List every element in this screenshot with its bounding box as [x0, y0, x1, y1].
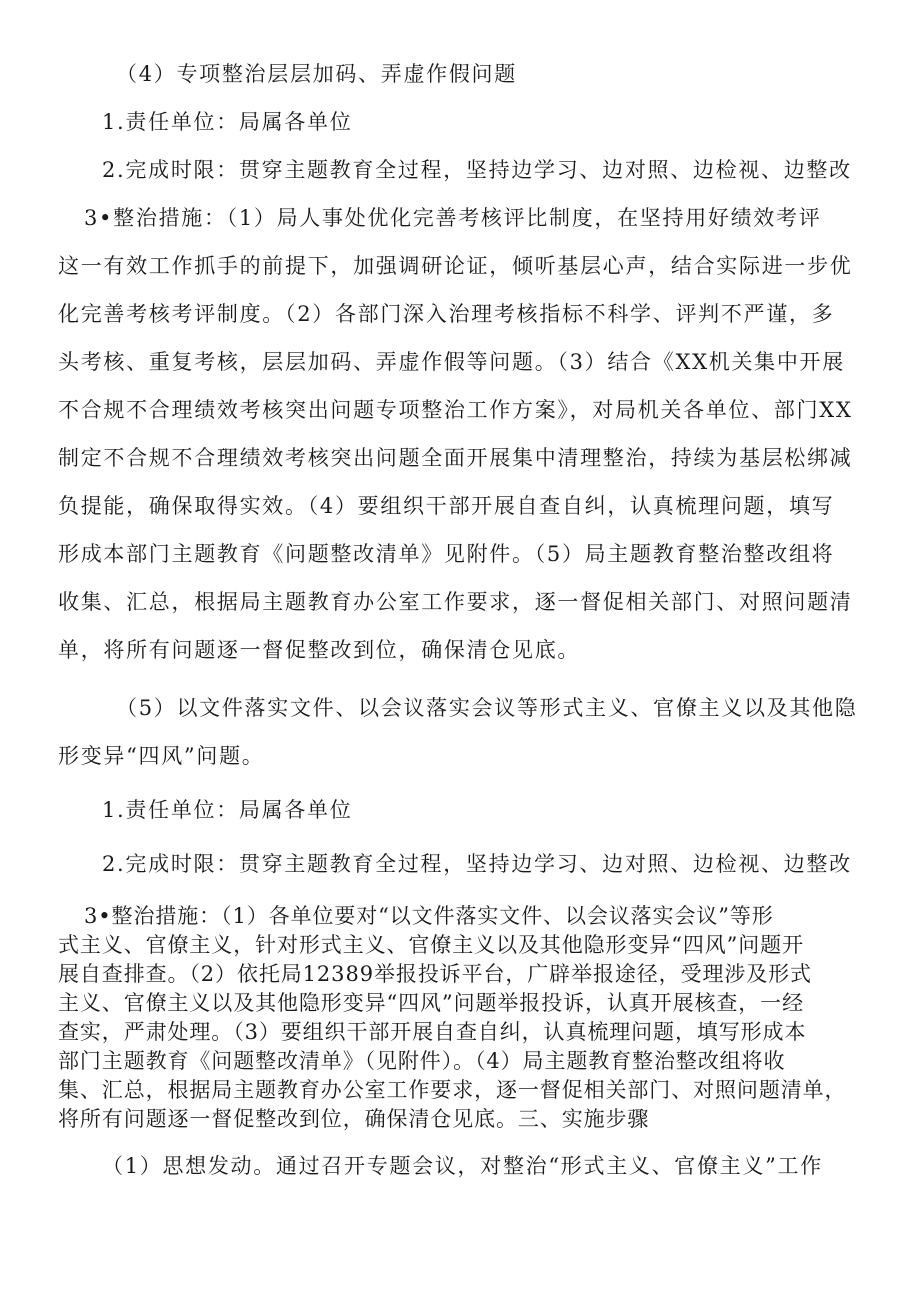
section4-heading: （4）专项整治层层加码、弄虚作假问题 — [116, 62, 517, 86]
section5-heading-cont: 形变异“四风”问题。 — [58, 744, 265, 768]
section5-deadline: 2.完成时限：贯穿主题教育全过程，坚持边学习、边对照、边检视、边整改 — [102, 852, 852, 876]
section5-measures-line: 查实，严肃处理。（3）要组织干部开展自查自纠，认真梳理问题，填写形成本 — [58, 1020, 807, 1044]
section5-measures-line: 部门主题教育《问题整改清单》（见附件）。（4）局主题教育整治整改组将收 — [58, 1049, 786, 1073]
section5-measures-line: 3•整治措施：（1）各单位要对“以文件落实文件、以会议落实会议”等形 — [84, 904, 774, 928]
section4-measures-line: 形成本部门主题教育《问题整改清单》见附件。（5）局主题教育整治整改组将 — [58, 542, 835, 566]
section4-measures-line: 3•整治措施：（1）局人事处优化完善考核评比制度，在坚持用好绩效考评 — [84, 206, 822, 230]
section5-measures-block — [58, 902, 866, 1134]
section4-measures-line: 这一有效工作抓手的前提下，加强调研论证，倾听基层心声，结合实际进一步优 — [58, 254, 853, 278]
section5-measures-line: 将所有问题逐一督促整改到位，确保清仓见底。三、实施步骤 — [58, 1107, 650, 1131]
section4-deadline: 2.完成时限：贯穿主题教育全过程，坚持边学习、边对照、边检视、边整改 — [102, 158, 852, 182]
document-page — [58, 50, 866, 1190]
step1-thought-mobilization: （1）思想发动。通过召开专题会议，对整治“形式主义、官僚主义”工作 — [102, 1154, 823, 1178]
section4-measures-line: 制定不合规不合理绩效考核突出问题全面开展集中清理整治，持续为基层松绑减 — [58, 446, 853, 470]
section5-measures-line: 集、汇总，根据局主题教育办公室工作要求，逐一督促相关部门、对照问题清单， — [58, 1078, 847, 1102]
section4-measures-line: 化完善考核考评制度。（2）各部门深入治理考核指标不科学、评判不严谨，多 — [58, 302, 835, 326]
section4-measures-line: 负提能，确保取得实效。（4）要组织干部开展自查自纠，认真梳理问题，填写 — [58, 494, 835, 518]
section4-measures-line: 单，将所有问题逐一督促整改到位，确保清仓见底。 — [58, 638, 581, 662]
section4-measures-line: 不合规不合理绩效考核突出问题专项整治工作方案》，对局机关各单位、部门XX — [58, 398, 853, 422]
section4-measures-line: 收集、汇总，根据局主题教育办公室工作要求，逐一督促相关部门、对照问题清 — [58, 590, 853, 614]
section5-responsible-unit: 1.责任单位：局属各单位 — [102, 798, 353, 822]
section5-measures-line: 主义、官僚主义以及其他隐形变异“四风”问题举报投诉，认真开展核查，一经 — [58, 991, 804, 1015]
section4-measures-line: 头考核、重复考核，层层加码、弄虚作假等问题。（3）结合《XX机关集中开展 — [58, 350, 845, 374]
section5-heading: （5）以文件落实文件、以会议落实会议等形式主义、官僚主义以及其他隐 — [116, 696, 858, 720]
section4-responsible-unit: 1.责任单位：局属各单位 — [102, 110, 353, 134]
section5-measures-line: 式主义、官僚主义，针对形式主义、官僚主义以及其他隐形变异“四风”问题开 — [58, 933, 804, 957]
section5-measures-line: 展自查排查。（2）依托局12389举报投诉平台，广辟举报途径，受理涉及形式 — [58, 962, 812, 986]
